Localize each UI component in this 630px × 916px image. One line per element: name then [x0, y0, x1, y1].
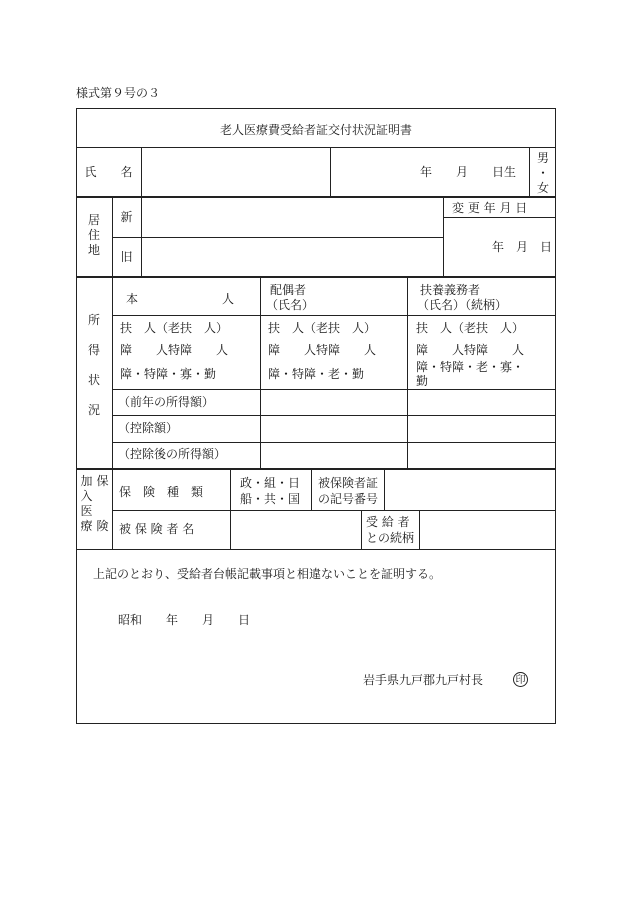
spouse-disabled-line: 障 人特障 人: [268, 343, 377, 357]
self-dependents-line: 扶 人（老扶 人）: [120, 321, 229, 335]
rule: [112, 510, 556, 511]
spouse-dependents-line: 扶 人（老扶 人）: [268, 321, 377, 335]
rule: [443, 196, 444, 276]
rule: [76, 549, 556, 550]
certification-date: 昭和 年 月 日: [118, 613, 251, 627]
supporter-category-line: 障・特障・老・寡・: [416, 360, 525, 374]
insurance-label-col2: 保 険: [96, 474, 109, 533]
rule: [443, 217, 556, 218]
insurance-label-col1: 加 入 医 療: [80, 474, 93, 533]
residence-new-label: 新: [120, 210, 133, 224]
form-number: 様式第９号の３: [76, 86, 161, 100]
self-category-line: 障・特障・寡・勤: [120, 367, 217, 381]
supporter-disabled-line: 障 人特障 人: [416, 343, 525, 357]
rule: [112, 415, 556, 416]
rule: [112, 196, 113, 276]
rule: [230, 468, 231, 549]
income-spouse-header-sub: （氏名）: [266, 298, 315, 312]
certification-statement: 上記のとおり、受給者台帳記載事項と相違ないことを証明する。: [93, 567, 442, 581]
rule: [112, 276, 113, 468]
income-supporter-header: 扶養義務者: [420, 283, 481, 297]
spouse-category-line: 障・特障・老・勤: [268, 367, 365, 381]
insurance-type-label: 保 険 種 類: [119, 485, 204, 499]
relation-label: 受 給 者: [366, 515, 410, 529]
change-date-label: 変 更 年 月 日: [452, 201, 528, 215]
income-self-header: 本 人: [126, 292, 235, 306]
rule: [112, 315, 556, 316]
supporter-category-line-2: 勤: [416, 374, 429, 388]
insurance-type-options-2: 船・共・国: [240, 492, 301, 506]
rule: [76, 276, 556, 278]
name-label: 氏 名: [84, 165, 133, 179]
issuer-name: 岩手県九戸郡九戸村長: [363, 673, 484, 687]
rule: [76, 196, 556, 198]
change-date: 年 月 日: [492, 240, 553, 254]
deduction-label: （控除額）: [118, 421, 179, 435]
sex-options: 男 ・ 女: [536, 151, 549, 195]
rule: [112, 442, 556, 443]
rule: [361, 510, 362, 549]
residence-label: 居 住 地: [87, 213, 100, 257]
insurance-type-options: 政・組・日: [240, 476, 301, 490]
cert-number-label-2: の記号番号: [318, 492, 379, 506]
after-deduction-label: （控除後の所得額）: [118, 447, 227, 461]
income-supporter-header-sub: （氏名）（続柄）: [417, 298, 508, 312]
birth-date-label: 年 月 日生: [420, 165, 517, 179]
supporter-dependents-line: 扶 人（老扶 人）: [416, 321, 525, 335]
rule: [112, 468, 113, 549]
income-label: 所 得 状 況: [87, 313, 100, 417]
prev-income-label: （前年の所得額）: [118, 395, 215, 409]
rule: [112, 389, 556, 390]
rule: [384, 468, 385, 510]
rule: [141, 147, 142, 196]
rule: [311, 468, 312, 510]
income-spouse-header: 配偶者: [270, 283, 307, 297]
rule: [76, 147, 556, 148]
residence-old-label: 旧: [120, 250, 133, 264]
rule: [260, 276, 261, 468]
relation-label-2: との続柄: [366, 531, 415, 545]
insured-name-label: 被 保 険 者 名: [119, 522, 195, 536]
cert-number-label: 被保険者証: [318, 476, 379, 490]
rule: [407, 276, 408, 468]
rule: [419, 510, 420, 549]
rule: [76, 468, 556, 470]
form-title: 老人医療費受給者証交付状況証明書: [219, 123, 412, 137]
seal-mark: 印: [513, 672, 528, 687]
rule: [112, 237, 443, 238]
rule: [141, 196, 142, 276]
rule: [330, 147, 331, 196]
self-disabled-line: 障 人特障 人: [120, 343, 229, 357]
